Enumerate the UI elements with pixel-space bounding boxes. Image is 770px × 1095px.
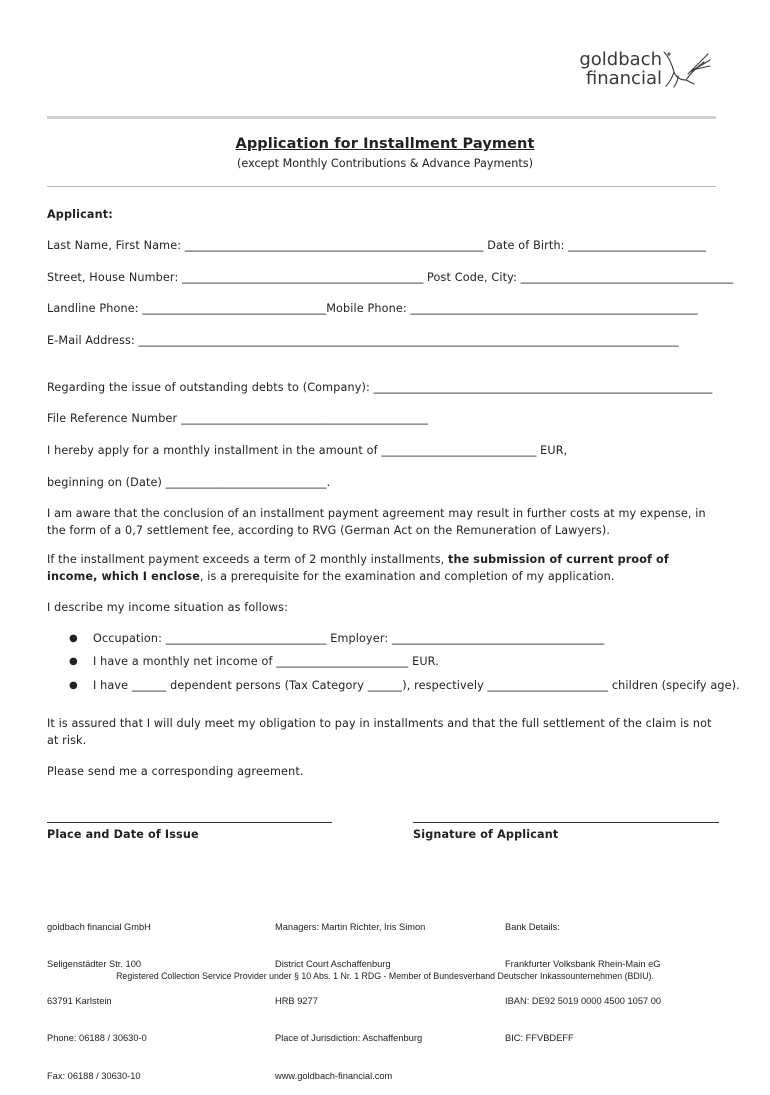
page-subtitle: (except Monthly Contributions & Advance Payments) — [237, 157, 533, 170]
street-postcode-field[interactable]: Street, House Number: __________________________________________ Post Code, City: _____________________________________ — [47, 271, 734, 284]
proof-of-income-paragraph — [47, 552, 719, 585]
bullet-icon: ● — [69, 633, 78, 644]
signature-label: Signature of Applicant — [413, 828, 559, 841]
file-reference-field[interactable]: File Reference Number ___________________________________________ — [47, 412, 428, 425]
proof-text-before: If the installment payment exceeds a term of 2 monthly installments, — [47, 553, 449, 566]
applicant-heading: Applicant: — [47, 208, 113, 221]
footer-line: Phone: 06188 / 30630-0 — [47, 1033, 147, 1044]
footer-line: 63791 Karlstein — [47, 996, 112, 1007]
signature-line[interactable] — [413, 822, 719, 823]
brand-name-line1: goldbach — [579, 49, 662, 70]
brand-name-line2: financial — [585, 68, 662, 89]
brand-logo — [520, 50, 662, 88]
footer-line: HRB 9277 — [275, 996, 318, 1007]
footer-line: Seligenstädter Str. 100 — [47, 959, 142, 970]
beginning-date-field[interactable]: beginning on (Date) ____________________________. — [47, 476, 331, 489]
company-field[interactable]: Regarding the issue of outstanding debts to (Company): ___________________________________________________________ — [47, 381, 713, 394]
name-birthdate-field[interactable]: Last Name, First Name: ____________________________________________________ Date of Birth: ________________________ — [47, 239, 707, 252]
footer-line: Fax: 06188 / 30630-10 — [47, 1070, 141, 1081]
footer-line: goldbach financial GmbH — [47, 921, 151, 932]
bullet-icon: ● — [69, 656, 78, 667]
proof-text-bold: the submission of current proof of income, which I enclose — [47, 553, 669, 583]
proof-text-after: , is a prerequisite for the examination and completion of my application. — [199, 569, 615, 583]
footer-management-column — [275, 896, 425, 1095]
email-field[interactable]: E-Mail Address: ______________________________________________________________________________________________ — [47, 334, 679, 347]
net-income-field[interactable]: I have a monthly net income of _______________________ EUR. — [93, 655, 439, 668]
place-date-label: Place and Date of Issue — [47, 828, 199, 841]
phone-field[interactable]: Landline Phone: ________________________________Mobile Phone: __________________________________________________ — [47, 302, 698, 315]
installment-amount-field[interactable]: I hereby apply for a monthly installment in the amount of ___________________________ EUR, — [47, 444, 568, 457]
footer-line: Managers: Martin Richter, Iris Simon — [275, 921, 426, 932]
cost-awareness-paragraph: I am aware that the conclusion of an installment payment agreement may result in further costs at my expense, in the form of a 0,7 settlement fee, according to RVG (German Act on the Remuneration of Lawyers). — [47, 507, 706, 537]
footer-line: District Court Aschaffenburg — [275, 959, 391, 970]
bird-icon — [660, 44, 712, 90]
place-date-line[interactable] — [47, 822, 332, 823]
request-agreement-text: Please send me a corresponding agreement. — [47, 765, 304, 778]
income-intro: I describe my income situation as follows: — [47, 601, 289, 614]
obligation-paragraph: It is assured that I will duly meet my obligation to pay in installments and that the full settlement of the claim is not at risk. — [47, 717, 712, 747]
footer-line: BIC: FFVBDEFF — [505, 1033, 574, 1044]
footer-line: Place of Jurisdiction: Aschaffenburg — [275, 1033, 423, 1044]
footer-line: Bank Details: — [505, 921, 560, 932]
footer-line: Frankfurter Volksbank Rhein-Main eG — [505, 959, 661, 970]
footer-line: IBAN: DE92 5019 0000 4500 1057 00 — [505, 996, 662, 1007]
page-title: Application for Installment Payment — [235, 136, 535, 152]
title-divider — [47, 186, 716, 187]
registration-footnote: Registered Collection Service Provider under § 10 Abs. 1 Nr. 1 RDG - Member of Bundesverband Deutscher Inkassounternehmen (BDIU). — [116, 971, 654, 981]
footer-company-column — [47, 896, 151, 1095]
footer-website-link[interactable]: www.goldbach-financial.com — [275, 1070, 393, 1081]
header-divider — [47, 116, 716, 119]
dependents-field[interactable]: I have ______ dependent persons (Tax Category ______), respectively _____________________ children (specify age). — [93, 679, 740, 692]
occupation-employer-field[interactable]: Occupation: ____________________________ Employer: _____________________________________ — [93, 632, 605, 645]
bullet-icon: ● — [69, 680, 78, 691]
